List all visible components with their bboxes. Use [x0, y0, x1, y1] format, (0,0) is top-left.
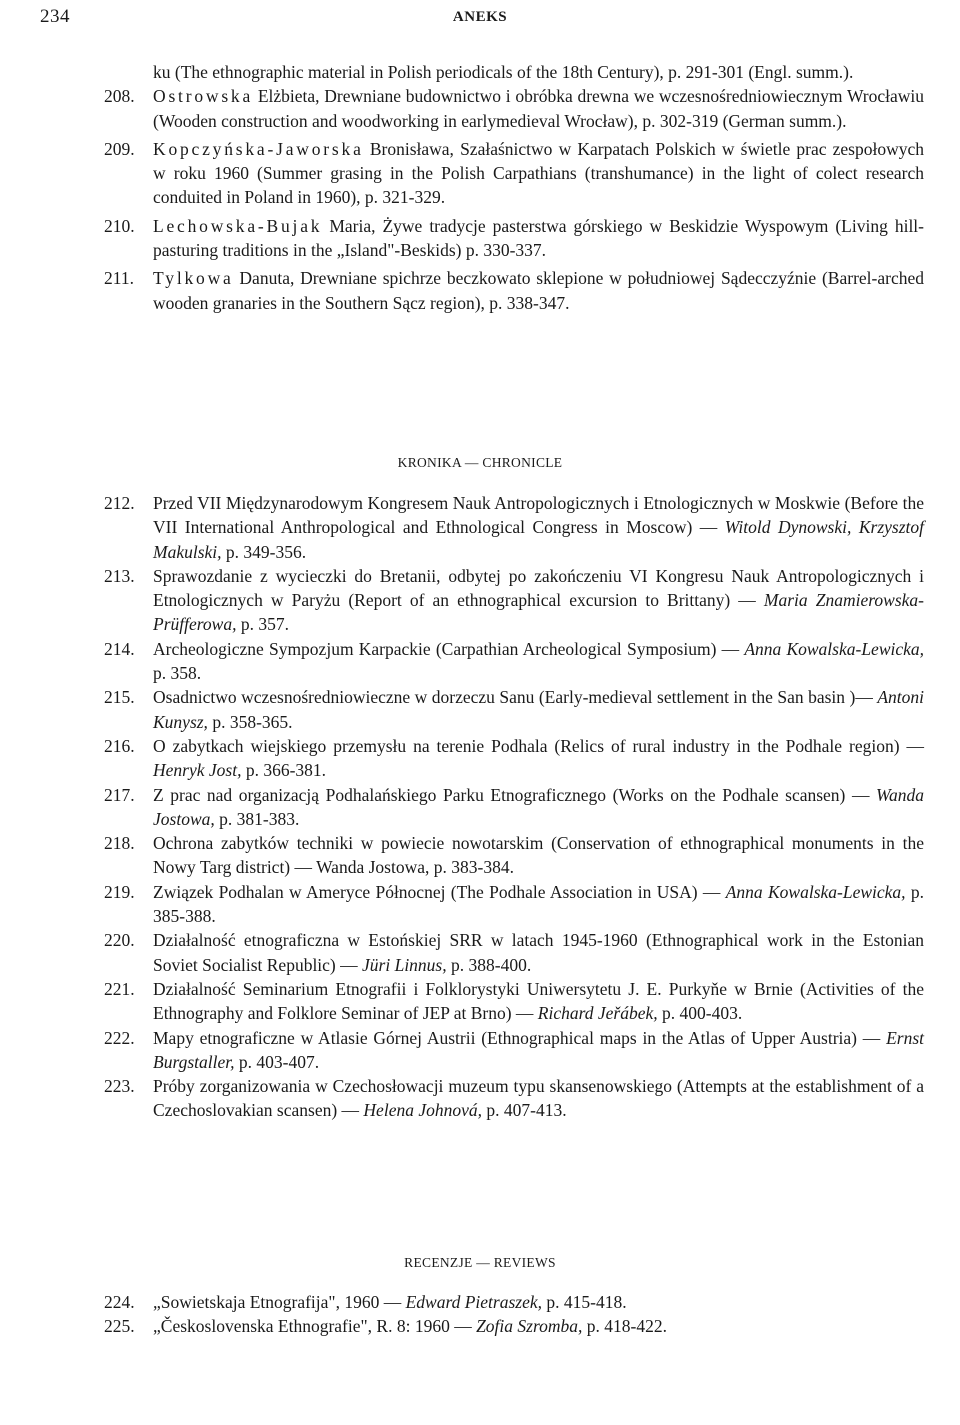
- entry-text: ku (The ethnographic material in Polish periodicals of the 18th Century), p. 291-301 (Engl. summ.).: [153, 62, 854, 82]
- review-entry: [0, 1314, 960, 1338]
- entry-author: Ernst Burgstaller,: [153, 1027, 924, 1072]
- chronicle-entry: [0, 1074, 960, 1123]
- entry-pages: p. 357.: [240, 614, 289, 635]
- section-heading-chronicle: KRONIKA — CHRONICLE: [397, 455, 563, 470]
- bibliography-entry: [0, 137, 960, 210]
- chronicle-entry: [0, 831, 960, 880]
- entry-number: 220.: [104, 930, 135, 951]
- entry-text: Przed VII Międzynarodowym Kongresem Nauk Antropologicznych i Etnologicznych w Moskwie (Before the VII International Anthropological and Ethnological Congress in Moscow) —: [153, 493, 924, 538]
- bibliography-entry: [0, 214, 960, 263]
- bibliography-entry: [0, 266, 960, 315]
- entry-text: Ochrona zabytków techniki w powiecie nowotarskim (Conservation of ethnographical monuments in the Nowy Targ district) — Wanda Jostowa, p. 383-384.: [153, 833, 924, 878]
- chronicle-entry: [0, 977, 960, 1026]
- review-entry: [0, 1290, 960, 1314]
- chronicle-entry: [0, 685, 960, 734]
- entry-pages: p. 358.: [153, 663, 202, 684]
- entry-author: Helena Johnová,: [363, 1100, 482, 1121]
- entry-author: Richard Jeřábek,: [537, 1003, 658, 1024]
- entry-number: 211.: [104, 268, 134, 289]
- entry-text: „Sowietskaja Etnografija", 1960 —: [153, 1292, 402, 1312]
- entry-pages: p. 381-383.: [219, 808, 300, 829]
- entry-number: 223.: [104, 1076, 135, 1097]
- chronicle-entry: [0, 783, 960, 832]
- entry-author: Antoni Kunysz,: [153, 687, 925, 732]
- entry-pages: p. 407-413.: [486, 1100, 567, 1121]
- page-number: 234: [40, 6, 70, 27]
- entry-number: 214.: [104, 638, 135, 659]
- chronicle-entry: [0, 637, 960, 686]
- entry-number: 219.: [104, 881, 135, 902]
- chronicle-entry: [0, 734, 960, 783]
- entry-text: Działalność etnograficzna w Estońskiej SRR w latach 1945-1960 (Ethnographical work in the Estonian Soviet Socialist Republic) —: [153, 930, 924, 975]
- entry-text: Bronisława, Szałaśnictwo w Karpatach Polskich w świetle prac zespołowych w roku 1960 (Summer grasing in the Polish Carpathians (transhumance) in the light of colect research conduited in Poland in 1960), p. 321-329.: [153, 138, 925, 208]
- entry-number: 218.: [104, 833, 135, 854]
- entry-author: Jüri Linnus,: [362, 954, 447, 975]
- entry-author: Anna Kowalska-Lewicka,: [744, 638, 925, 659]
- entry-pages: p. 366-381.: [245, 760, 327, 781]
- entry-pages: p. 415-418.: [546, 1292, 627, 1312]
- chronicle-entry: [0, 928, 960, 977]
- entry-author: Zofia Szromba,: [476, 1316, 583, 1337]
- bibliography-list: [0, 60, 960, 315]
- entry-author: Lechowska-Bujak: [153, 215, 323, 236]
- entry-number: 222.: [104, 1027, 135, 1048]
- chronicle-entry: [0, 491, 960, 564]
- entry-number: 210.: [104, 215, 135, 236]
- entry-pages: p. 358-365.: [212, 711, 293, 732]
- entry-text: Danuta, Drewniane spichrze beczkowato sklepione w południowej Sądecczyźnie (Barrel-arched wooden granaries in the Southern Sącz region), p. 338-347.: [153, 268, 924, 313]
- chronicle-entry: [0, 1026, 960, 1075]
- entry-text: Elżbieta, Drewniane budownictwo i obróbka drewna we wczesnośredniowiecznym Wrocławiu (Wooden construction and woodworking in earlymedieval Wrocław), p. 302-319 (German summ.).: [153, 86, 924, 131]
- entry-pages: p. 400-403.: [662, 1003, 743, 1024]
- entry-number: 213.: [104, 565, 135, 586]
- entry-number: 224.: [104, 1292, 135, 1312]
- entry-number: 217.: [104, 784, 135, 805]
- entry-text: Maria, Żywe tradycje pasterstwa górskiego w Beskidzie Wyspowym (Living hill-pasturing traditions in the „Island"-Beskids) p. 330-337.: [153, 215, 924, 261]
- section-heading-reviews: RECENZJE — REVIEWS: [404, 1255, 556, 1270]
- chronicle-entry: [0, 880, 960, 929]
- entry-number: 216.: [104, 735, 135, 756]
- entry-number: 215.: [104, 687, 135, 708]
- bibliography-entry: [0, 84, 960, 133]
- reviews-list: [0, 1290, 960, 1339]
- entry-number: 209.: [104, 138, 135, 159]
- entry-text: Osadnictwo wczesnośredniowieczne w dorzeczu Sanu (Early-medieval settlement in the San basin )—: [153, 687, 873, 708]
- bibliography-entry: [0, 60, 960, 84]
- entry-author: Witold Dynowski, Krzysztof Makulski,: [153, 517, 924, 562]
- chronicle-list: [0, 491, 960, 1123]
- entry-pages: p. 403-407.: [238, 1051, 320, 1072]
- entry-text: Działalność Seminarium Etnografii i Folklorystyki Uniwersytetu J. E. Purkyňe w Brnie (Activities of the Ethnography and Folklore Seminar of JEP at Brno) —: [153, 978, 924, 1024]
- entry-text: Archeologiczne Sympozjum Karpackie (Carpathian Archeological Symposium) —: [153, 638, 740, 659]
- entry-text: Próby zorganizowania w Czechosłowacji muzeum typu skansenowskiego (Attempts at the establishment of a Czechoslovakian scansen) —: [153, 1076, 924, 1121]
- running-head: ANEKS: [452, 9, 508, 25]
- entry-text: Związek Podhalan w Ameryce Północnej (The Podhale Association in USA) —: [153, 881, 721, 902]
- entry-text: Mapy etnograficzne w Atlasie Górnej Austrii (Ethnographical maps in the Atlas of Upper Austria) —: [153, 1027, 881, 1048]
- entry-pages: p. 418-422.: [586, 1316, 667, 1337]
- entry-author: Maria Znamierowska-Prüfferowa,: [153, 590, 924, 635]
- entry-text: O zabytkach wiejskiego przemysłu na terenie Podhala (Relics of rural industry in the Podhale region) —: [153, 735, 924, 756]
- entry-author: Henryk Jost,: [153, 760, 242, 781]
- entry-author: Anna Kowalska-Lewicka,: [725, 881, 906, 902]
- entry-author: Tylkowa: [153, 268, 234, 289]
- chronicle-entry: [0, 564, 960, 637]
- entry-text: Sprawozdanie z wycieczki do Bretanii, odbytej po zakończeniu VI Kongresu Nauk Antropologicznych i Etnologicznych w Paryżu (Report of an ethnographical excursion to Brittany) —: [153, 565, 924, 611]
- entry-pages: p. 349-356.: [225, 541, 307, 562]
- entry-pages: p. 385-388.: [153, 881, 925, 927]
- entry-text: Z prac nad organizacją Podhalańskiego Parku Etnograficznego (Works on the Podhale scansen) —: [153, 784, 870, 805]
- entry-author: Edward Pietraszek,: [405, 1292, 542, 1312]
- entry-author: Ostrowska: [153, 86, 254, 107]
- entry-number: 212.: [104, 493, 135, 513]
- page-header: [0, 4, 960, 32]
- entry-number: 225.: [104, 1316, 135, 1337]
- entry-text: „Československa Ethnografie", R. 8: 1960 —: [153, 1316, 472, 1337]
- entry-author: Wanda Jostowa,: [153, 784, 924, 829]
- entry-author: Kopczyńska-Jaworska: [153, 138, 364, 159]
- entry-number: 221.: [104, 978, 135, 999]
- entry-pages: p. 388-400.: [451, 954, 532, 975]
- entry-number: 208.: [104, 86, 135, 107]
